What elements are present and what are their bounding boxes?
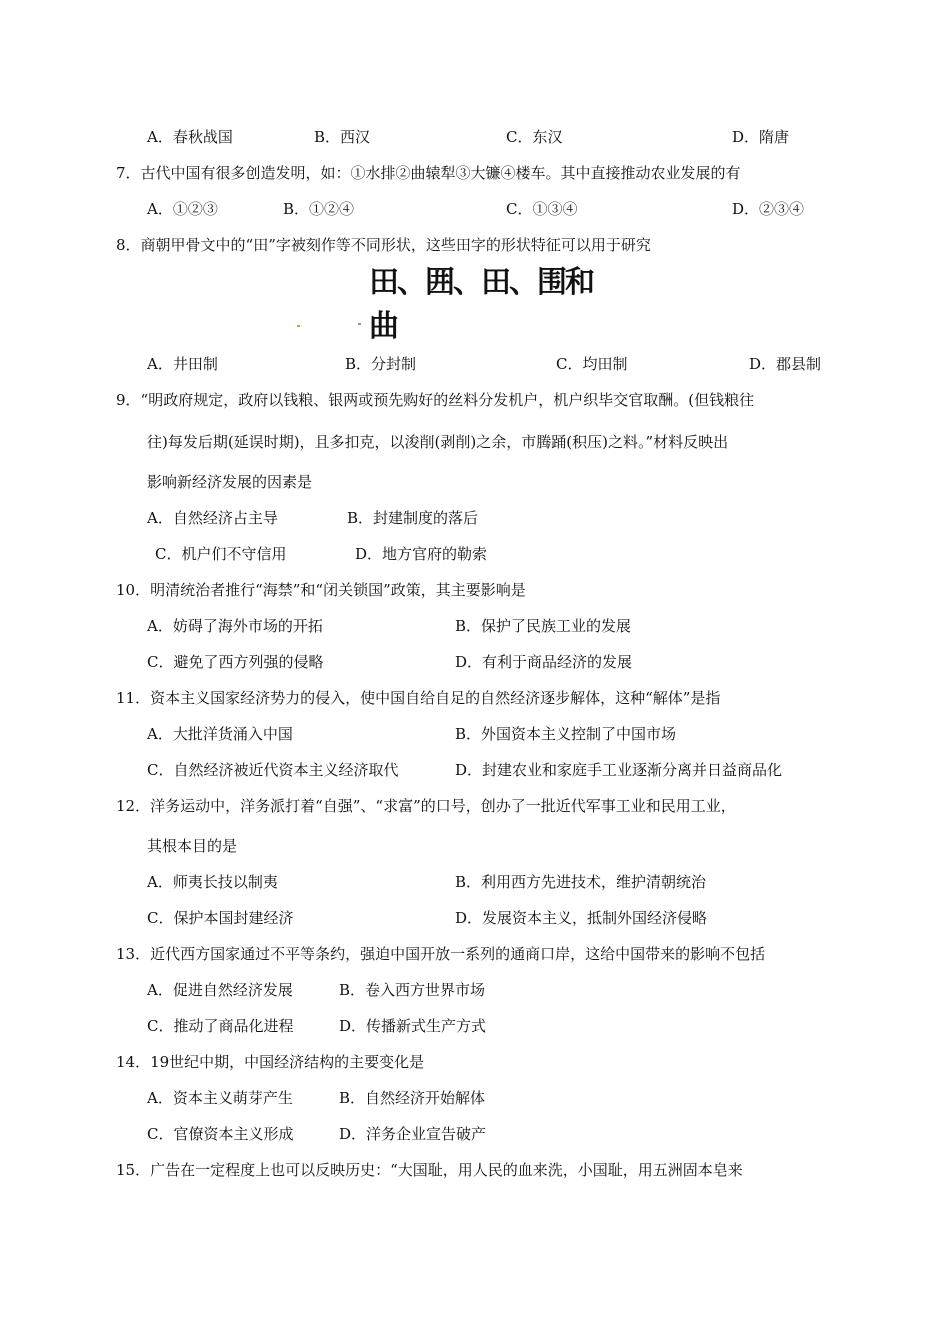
q11-option-c: C．自然经济被近代资本主义经济取代	[147, 761, 399, 779]
q10-option-a: A．妨碍了海外市场的开拓	[147, 617, 323, 635]
q12-option-c: C．保护本国封建经济	[147, 909, 294, 927]
q7-option-b: B．①②④	[283, 200, 355, 218]
q8-option-c: C．均田制	[556, 355, 628, 373]
scan-artifact-dot	[297, 325, 300, 327]
q8-option-d: D．郡县制	[749, 355, 822, 373]
q6-option-a: A．春秋战国	[147, 128, 233, 146]
q7-option-d: D．②③④	[732, 200, 805, 218]
q12-stem-line-1: 12．洋务运动中，洋务派打着“自强”、“求富”的口号，创办了一批近代军事工业和民用工业，	[116, 797, 736, 815]
q9-option-d: D．地方官府的勒索	[355, 545, 488, 563]
q9-stem-line-2: 往)每发后期(延误时期)，且多扣克，以浚削(剥削)之余，市腾踊(积压)之料。”材料反映出	[147, 433, 729, 451]
scan-artifact-dot	[358, 323, 361, 325]
q9-stem-line-3: 影响新经济发展的因素是	[147, 473, 313, 491]
q10-option-c: C．避免了西方列强的侵略	[147, 653, 324, 671]
q15-stem: 15．广告在一定程度上也可以反映历史：“大国耻，用人民的血来洗，小国耻，用五洲固本皂来	[116, 1161, 743, 1179]
q6-option-d: D．隋唐	[732, 128, 790, 146]
q12-option-b: B．利用西方先进技术，维护清朝统治	[455, 873, 707, 891]
q12-stem-line-2: 其根本目的是	[147, 837, 238, 855]
q8-option-b: B．分封制	[345, 355, 417, 373]
q7-option-a: A．①②③	[147, 200, 218, 218]
q14-option-d: D．洋务企业宣告破产	[339, 1125, 487, 1143]
q12-option-d: D．发展资本主义，抵制外国经济侵略	[455, 909, 708, 927]
q13-option-c: C．推动了商品化进程	[147, 1017, 294, 1035]
q10-option-d: D．有利于商品经济的发展	[455, 653, 633, 671]
q11-stem: 11．资本主义国家经济势力的侵入，使中国自给自足的自然经济逐步解体，这种“解体”是指	[116, 689, 721, 707]
q9-option-a: A．自然经济占主导	[147, 509, 278, 527]
q8-option-a: A．井田制	[147, 355, 218, 373]
q8-stem: 8．商朝甲骨文中的“田”字被刻作等不同形状，这些田字的形状特征可以用于研究	[116, 236, 651, 254]
q14-option-a: A．资本主义萌芽产生	[147, 1089, 293, 1107]
q11-option-a: A．大批洋货涌入中国	[147, 725, 293, 743]
q10-stem: 10．明清统治者推行“海禁”和“闭关锁国”政策，其主要影响是	[116, 581, 526, 599]
q9-option-b: B．封建制度的落后	[347, 509, 479, 527]
q9-option-c: C．机户们不守信用	[155, 545, 287, 563]
q13-option-a: A．促进自然经济发展	[147, 981, 293, 999]
q14-option-c: C．官僚资本主义形成	[147, 1125, 294, 1143]
q12-option-a: A．师夷长技以制夷	[147, 873, 278, 891]
q14-stem: 14．19世纪中期，中国经济结构的主要变化是	[116, 1053, 425, 1071]
q13-option-d: D．传播新式生产方式	[339, 1017, 487, 1035]
q6-option-c: C．东汉	[506, 128, 563, 146]
q9-stem-line-1: 9．“明政府规定，政府以钱粮、银两或预先购好的丝料分发机户，机户织毕交官取酬。(但钱粮往	[116, 391, 755, 409]
q11-option-b: B．外国资本主义控制了中国市场	[455, 725, 677, 743]
q14-option-b: B．自然经济开始解体	[339, 1089, 486, 1107]
q13-stem: 13．近代西方国家通过不平等条约，强迫中国开放一系列的通商口岸，这给中国带来的影响不包括	[116, 945, 766, 963]
q10-option-b: B．保护了民族工业的发展	[455, 617, 632, 635]
q7-option-c: C．①③④	[506, 200, 578, 218]
q7-stem: 7．古代中国有很多创造发明，如：①水排②曲辕犁③大镰④楼车。其中直接推动农业发展的有	[116, 164, 741, 182]
q13-option-b: B．卷入西方世界市场	[339, 981, 486, 999]
q11-option-d: D．封建农业和家庭手工业逐渐分离并日益商品化	[455, 761, 783, 779]
q6-option-b: B．西汉	[314, 128, 371, 146]
oracle-bone-tian-figure: 田、囲、田、围和曲	[369, 265, 593, 344]
